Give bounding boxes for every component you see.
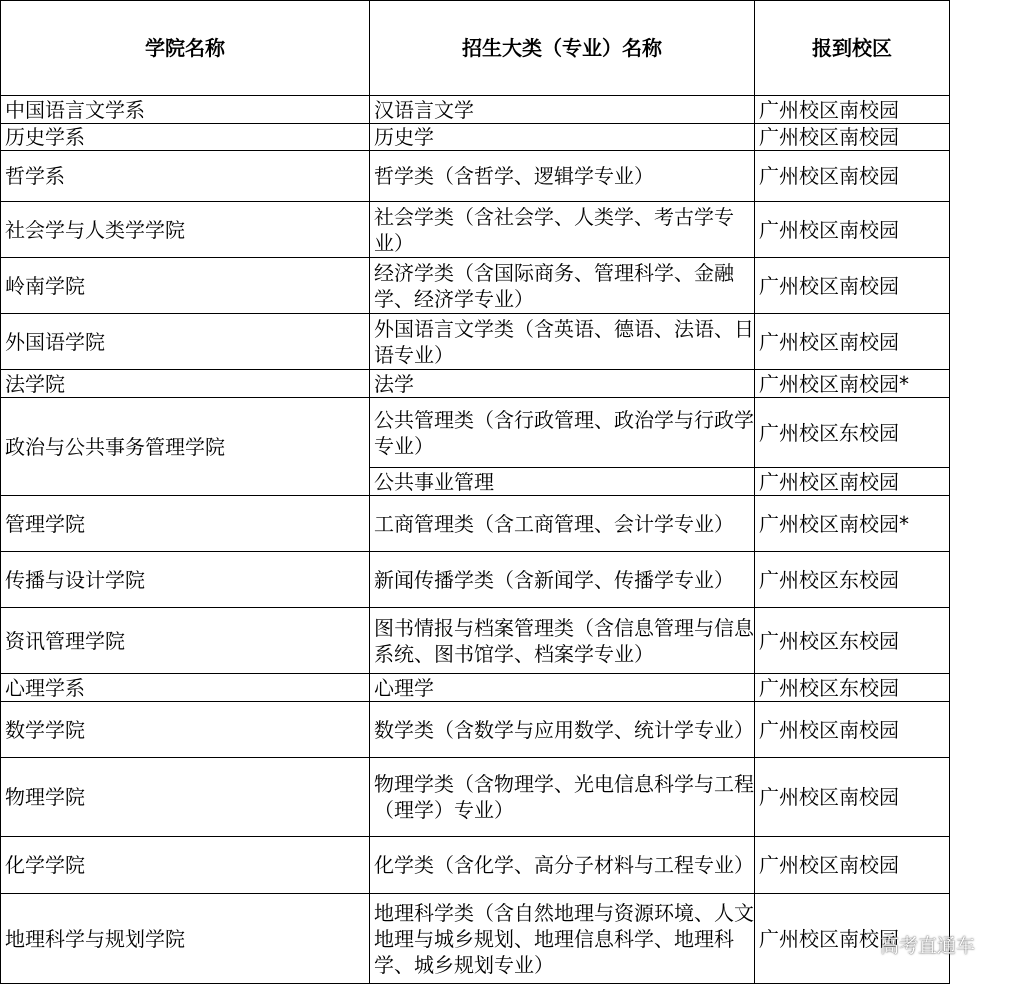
major-cell: 新闻传播学类（含新闻学、传播学专业） (370, 552, 755, 608)
college-cell: 化学学院 (1, 837, 370, 894)
major-cell: 外国语言文学类（含英语、德语、法语、日语专业） (370, 314, 755, 370)
major-cell: 地理科学类（含自然地理与资源环境、人文地理与城乡规划、地理信息科学、地理科学、城乡规划专业） (370, 894, 755, 984)
major-cell: 汉语言文学 (370, 96, 755, 124)
major-cell: 历史学 (370, 124, 755, 151)
campus-cell: 广州校区南校园 (755, 468, 950, 496)
major-cell: 工商管理类（含工商管理、会计学专业） (370, 496, 755, 552)
table-row (1, 758, 950, 837)
table-row (1, 702, 950, 758)
campus-cell: 广州校区南校园 (755, 151, 950, 202)
major-cell: 经济学类（含国际商务、管理科学、金融学、经济学专业） (370, 258, 755, 314)
college-cell: 外国语学院 (1, 314, 370, 370)
college-cell: 哲学系 (1, 151, 370, 202)
major-cell: 数学类（含数学与应用数学、统计学专业） (370, 702, 755, 758)
header-major: 招生大类（专业）名称 (370, 1, 755, 96)
table-row (1, 314, 950, 370)
table-row (1, 370, 950, 398)
header-row (1, 1, 950, 96)
table-row (1, 96, 950, 124)
college-cell: 岭南学院 (1, 258, 370, 314)
campus-cell: 广州校区东校园 (755, 552, 950, 608)
major-cell: 图书情报与档案管理类（含信息管理与信息系统、图书馆学、档案学专业） (370, 608, 755, 674)
campus-cell: 广州校区南校园 (755, 258, 950, 314)
campus-cell: 广州校区南校园 (755, 702, 950, 758)
table-row (1, 151, 950, 202)
campus-cell: 广州校区南校园 (755, 894, 950, 984)
major-cell: 化学类（含化学、高分子材料与工程专业） (370, 837, 755, 894)
campus-cell: 广州校区南校园 (755, 124, 950, 151)
campus-cell: 广州校区东校园 (755, 398, 950, 468)
header-campus: 报到校区 (755, 1, 950, 96)
college-cell: 心理学系 (1, 674, 370, 702)
table-row (1, 837, 950, 894)
college-cell: 政治与公共事务管理学院 (1, 398, 370, 496)
campus-cell: 广州校区南校园 (755, 96, 950, 124)
major-cell: 法学 (370, 370, 755, 398)
college-cell: 社会学与人类学学院 (1, 202, 370, 258)
major-cell: 心理学 (370, 674, 755, 702)
college-cell: 法学院 (1, 370, 370, 398)
campus-cell: 广州校区南校园 (755, 758, 950, 837)
college-cell: 历史学系 (1, 124, 370, 151)
major-cell: 公共事业管理 (370, 468, 755, 496)
major-cell: 哲学类（含哲学、逻辑学专业） (370, 151, 755, 202)
college-cell: 物理学院 (1, 758, 370, 837)
table-row (1, 552, 950, 608)
college-cell: 资讯管理学院 (1, 608, 370, 674)
table-row (1, 398, 950, 468)
major-cell: 社会学类（含社会学、人类学、考古学专业） (370, 202, 755, 258)
campus-cell: 广州校区东校园 (755, 674, 950, 702)
major-cell: 公共管理类（含行政管理、政治学与行政学专业） (370, 398, 755, 468)
college-cell: 管理学院 (1, 496, 370, 552)
major-cell: 物理学类（含物理学、光电信息科学与工程（理学）专业） (370, 758, 755, 837)
college-cell: 数学学院 (1, 702, 370, 758)
table-row (1, 258, 950, 314)
campus-cell: 广州校区南校园* (755, 496, 950, 552)
table-row (1, 496, 950, 552)
table-row (1, 894, 950, 984)
college-cell: 地理科学与规划学院 (1, 894, 370, 984)
college-cell: 传播与设计学院 (1, 552, 370, 608)
header-college: 学院名称 (1, 1, 370, 96)
campus-cell: 广州校区南校园 (755, 202, 950, 258)
campus-cell: 广州校区南校园 (755, 837, 950, 894)
table-row (1, 674, 950, 702)
table-row (1, 202, 950, 258)
campus-cell: 广州校区南校园 (755, 314, 950, 370)
campus-cell: 广州校区南校园* (755, 370, 950, 398)
college-cell: 中国语言文学系 (1, 96, 370, 124)
table-row (1, 608, 950, 674)
watermark-text: 高考直通车 (880, 935, 976, 957)
table-row (1, 124, 950, 151)
campus-cell: 广州校区东校园 (755, 608, 950, 674)
